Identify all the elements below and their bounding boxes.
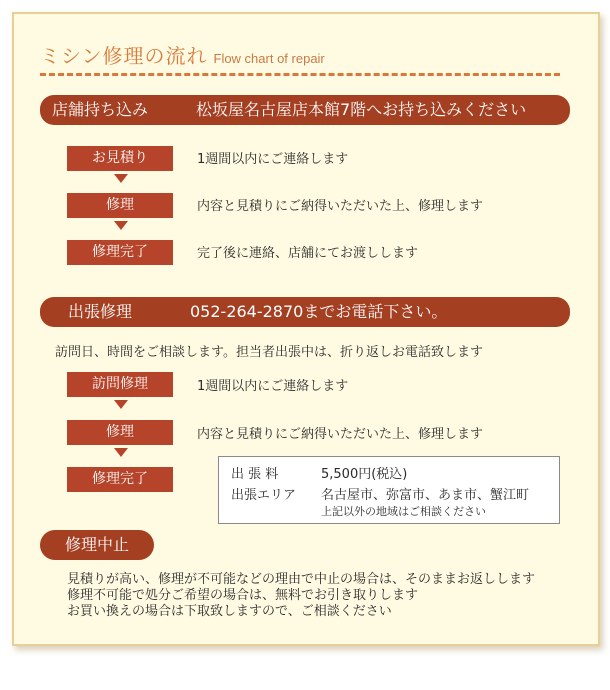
onsite-step-repair: 修理 [67, 420, 173, 445]
onsite-step-visit: 訪問修理 [67, 372, 173, 397]
store-step-estimate-desc: 1週間以内にご連絡します [197, 152, 349, 167]
fee-value: 5,500円(税込) [321, 467, 408, 482]
store-step-complete: 修理完了 [67, 240, 173, 265]
cancel-line: 修理不可能で処分ご希望の場合は、無料でお引き取りします [67, 588, 419, 603]
fee-info-box [218, 456, 560, 524]
down-arrow-icon [114, 448, 128, 457]
area-note: 上記以外の地域はご相談ください [321, 505, 486, 518]
store-step-complete-desc: 完了後に連絡、店舗にてお渡しします [197, 246, 419, 261]
onsite-step-repair-desc: 内容と見積りにご納得いただいた上、修理します [197, 427, 484, 442]
store-section-label: 店舗持ち込み [52, 100, 149, 119]
onsite-section-label: 出張修理 [68, 302, 133, 321]
store-step-estimate: お見積り [67, 146, 173, 171]
page-title [40, 40, 325, 69]
store-section-bar [40, 95, 570, 125]
store-section-text: 松坂屋名古屋店本館7階へお持ち込みください [196, 100, 527, 119]
down-arrow-icon [114, 174, 128, 183]
cancel-line: お買い換えの場合は下取致しますので、ご相談ください [67, 604, 392, 619]
down-arrow-icon [114, 221, 128, 230]
store-step-repair: 修理 [67, 193, 173, 218]
cancel-line: 見積りが高い、修理が不可能などの理由で中止の場合は、そのままお返しします [67, 572, 536, 587]
onsite-step-visit-desc: 1週間以内にご連絡します [197, 379, 349, 394]
onsite-step-complete: 修理完了 [67, 467, 173, 492]
area-label: 出張エリア [231, 488, 297, 503]
title-divider [40, 73, 560, 76]
fee-label: 出 張 料 [231, 467, 279, 482]
down-arrow-icon [114, 400, 128, 409]
onsite-section-text: 052-264-2870までお電話下さい。 [190, 302, 448, 321]
cancel-section-label: 修理中止 [40, 530, 154, 560]
onsite-section-bar [40, 297, 570, 327]
cancel-text [67, 572, 535, 620]
store-step-repair-desc: 内容と見積りにご納得いただいた上、修理します [197, 199, 484, 214]
area-value: 名古屋市、弥富市、あま市、蟹江町 [321, 488, 530, 503]
page-title-ja: ミシン修理の流れ [40, 44, 208, 68]
onsite-note: 訪問日、時間をご相談します。担当者出張中は、折り返しお電話致します [55, 345, 483, 360]
page-title-en: Flow chart of repair [213, 51, 325, 66]
